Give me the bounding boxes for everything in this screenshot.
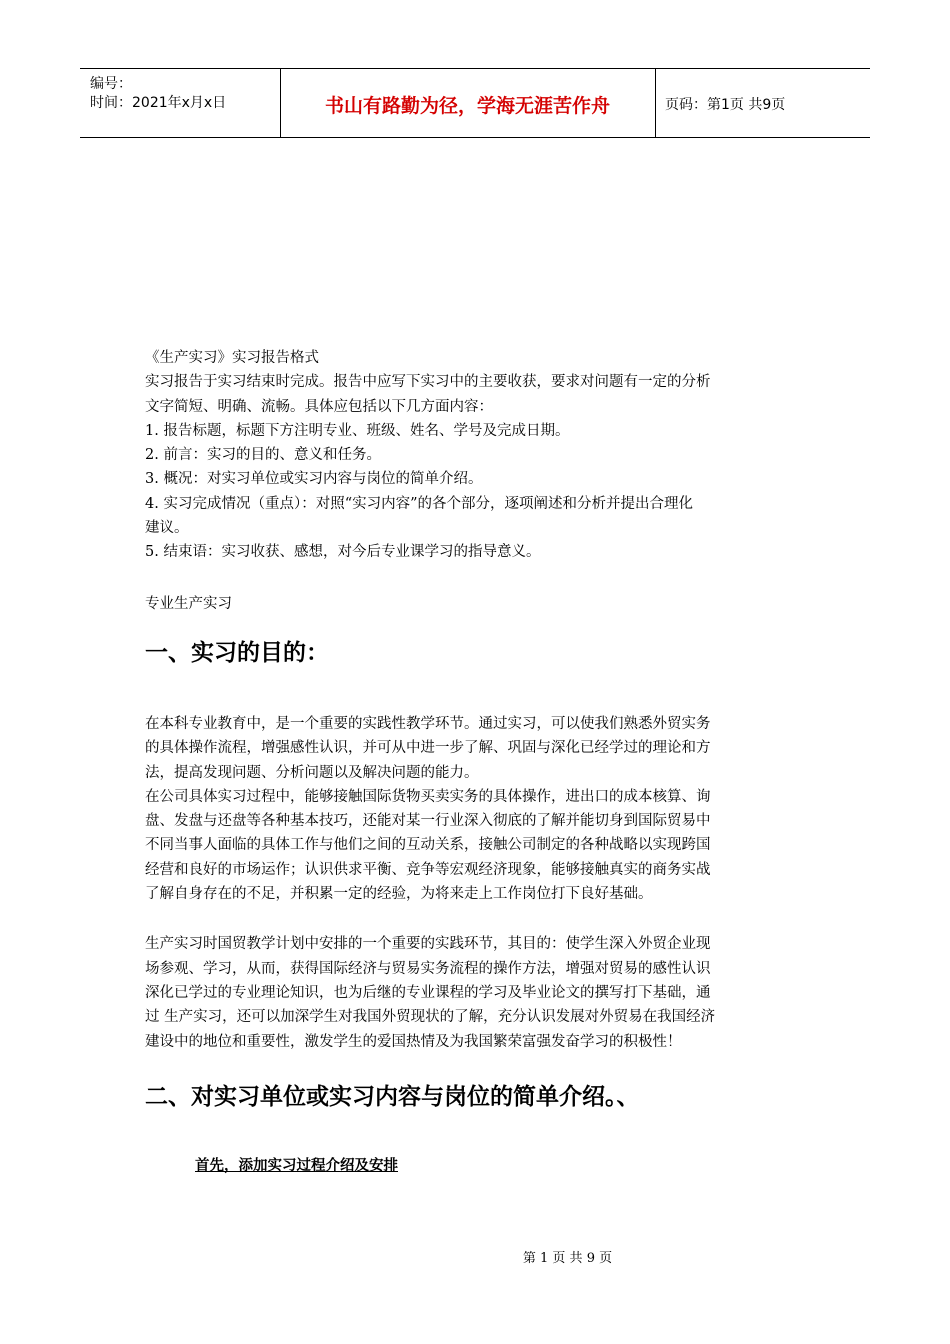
code-label: 编号： — [90, 76, 132, 92]
report-format-title: 《生产实习》实习报告格式 — [145, 350, 319, 366]
intro-line: 4. 实习完成情况（重点）：对照“实习内容”的各个部分，逐项阐述和分析并提出合理化 — [145, 495, 694, 512]
header-meta — [90, 75, 226, 113]
section-2-heading: 二、对实习单位或实习内容与岗位的简单介绍。、 — [145, 1083, 640, 1110]
major-line: 专业生产实习 — [145, 595, 232, 612]
header-motto: 书山有路勤为径，学海无涯苦作舟 — [324, 95, 610, 117]
paragraph-line: 场参观、学习，从而，获得国际经济与贸易实务流程的操作方法，增强对贸易的感性认识 — [145, 960, 711, 977]
paragraph-line: 深化已学过的专业理论知识，也为后继的专业课程的学习及毕业论文的撰写打下基础，通 — [145, 984, 711, 1001]
paragraph-line: 在公司具体实习过程中，能够接触国际货物买卖实务的具体操作，进出口的成本核算、询 — [145, 788, 711, 805]
paragraph-line: 的具体操作流程，增强感性认识，并可从中进一步了解、巩固与深化已经学过的理论和方 — [145, 740, 711, 757]
paragraph-line: 法，提高发现问题、分析问题以及解决问题的能力。 — [145, 764, 479, 781]
header-divider — [655, 69, 656, 137]
intro-line: 建议。 — [145, 520, 189, 537]
intro-line: 实习报告于实习结束时完成。报告中应写下实习中的主要收获，要求对问题有一定的分析 — [145, 374, 711, 391]
intro-line: 1. 报告标题，标题下方注明专业、班级、姓名、学号及完成日期。 — [145, 422, 570, 439]
intro-line: 文字简短、明确、流畅。具体应包括以下几方面内容： — [145, 398, 493, 415]
paragraph-line: 建设中的地位和重要性，激发学生的爱国热情及为我国繁荣富强发奋学习的积极性！ — [145, 1033, 682, 1050]
intro-line: 5. 结束语：实习收获、感想，对今后专业课学习的指导意义。 — [145, 544, 541, 561]
paragraph-line: 经营和良好的市场运作；认识供求平衡、竞争等宏观经济现象，能够接触真实的商务实战 — [145, 861, 711, 878]
paragraph-line: 不同当事人面临的具体工作与他们之间的互动关系，接触公司制定的各种战略以实现跨国 — [145, 837, 711, 854]
footer-page-number: 第 1 页 共 9 页 — [522, 1251, 613, 1266]
paragraph-line: 在本科专业教育中，是一个重要的实践性教学环节。通过实习，可以使我们熟悉外贸实务 — [145, 715, 711, 732]
paragraph-line: 了解自身存在的不足，并积累一定的经验，为将来走上工作岗位打下良好基础。 — [145, 886, 653, 903]
document-body — [145, 346, 810, 1178]
paragraph-line: 过 生产实习，还可以加深学生对我国外贸现状的了解，充分认识发展对外贸易在我国经济 — [145, 1009, 716, 1026]
intro-line: 3. 概况：对实习单位或实习内容与岗位的简单介绍。 — [145, 471, 483, 488]
header-page-info: 页码：第1页 共9页 — [665, 97, 786, 113]
date-label: 时间：2021年x月x日 — [90, 95, 227, 111]
paragraph-line: 盘、发盘与还盘等各种基本技巧，还能对某一行业深入彻底的了解并能切身到国际贸易中 — [145, 813, 711, 830]
document-header — [80, 68, 870, 138]
intro-line: 2. 前言：实习的目的、意义和任务。 — [145, 447, 381, 464]
page-footer — [0, 1247, 950, 1266]
section-1-heading: 一、实习的目的： — [145, 639, 329, 666]
paragraph-line: 生产实习时国贸教学计划中安排的一个重要的实践环节，其目的：使学生深入外贸企业现 — [145, 936, 711, 953]
section-2-subheading: 首先，添加实习过程介绍及安排 — [195, 1157, 398, 1174]
